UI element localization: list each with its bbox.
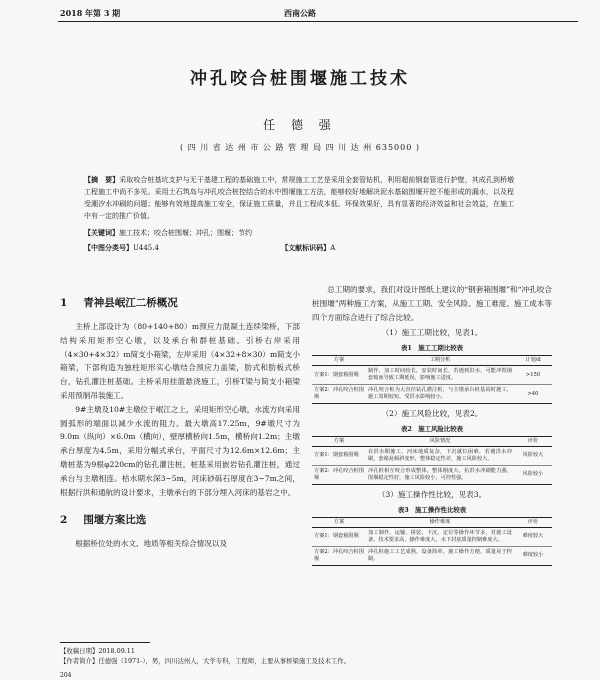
received-date: 【收稿日期】2018.09.11 bbox=[60, 647, 135, 655]
left-column bbox=[60, 282, 300, 551]
table-header-cell: 工期分析 bbox=[366, 356, 514, 366]
table-header-cell: 评价 bbox=[514, 517, 552, 527]
table-cell: 方案1：钢套箱围堰 bbox=[312, 366, 366, 385]
table-header-cell: 操作难度 bbox=[366, 517, 514, 527]
journal-name: 西南公路 bbox=[284, 8, 316, 18]
section-heading-2 bbox=[60, 513, 300, 527]
article-author: 任 德 强 bbox=[263, 118, 337, 132]
paragraph: 9#主墩及10#主墩位于岷江之上，采用矩形空心墩，水流方向采用圆弧形的端面以减少水流的阻力。最大墩高17.25m，9#墩尺寸为9.0m（纵向）×6.0m（横向），壁厚横桥向1.5m，横桥向1.2m；主墩承台厚度为4.5m，采用分幅式承台，平面尺寸为12.6m×12.6m；主墩桩基为9根φ220cm的钻孔灌注桩，桩基采用嵌岩钻孔灌注桩，通过承台与主墩相连。枯水期水深3~5m，河床砂砾石厚度在3~7m之间，根据行洪和通航的设计要求，主墩承台的下部分埋入河床的基岩之中。 bbox=[60, 404, 300, 497]
abstract bbox=[84, 174, 514, 222]
table-3 bbox=[312, 517, 552, 566]
table-header-cell: 风险情况 bbox=[366, 436, 514, 446]
abstract-label: 【摘 要】 bbox=[84, 175, 120, 184]
paragraph: 总工期的要求，我们对设计图纸上建议的“钢套箱围堰”和“冲孔咬合桩围堰”两种施工方案，从施工工期、安全风险、施工难度、施工成本等四个方面综合进行了综合比较。 bbox=[312, 285, 552, 322]
table-cell: 制作、加工时间较长，安装时间长，若遇到洪水，可能冲毁钢套箱而导致工期延误，影响施工进度。 bbox=[366, 366, 514, 385]
author-bio: 【作者简介】任德强（1971-），男，四川达州人，大学专科，工程师，主要从事桥梁施工及技术工作。 bbox=[60, 657, 351, 665]
table-cell: 难度较大 bbox=[514, 527, 552, 546]
section-heading-1 bbox=[60, 296, 300, 310]
table-cell: 方案2：冲孔咬合桩围堰 bbox=[312, 546, 366, 565]
table-row bbox=[312, 366, 552, 385]
issue-label: 2018 年第 3 期 bbox=[60, 8, 121, 18]
section-title: 青神县岷江二桥概况 bbox=[83, 297, 178, 309]
abstract-text: 采取咬合桩基坑支护与无干基建工程的基础施工中，常规施工工艺是采用全套管钻机，利用超前钢套管进行护壁，其成孔到桥墩工程施工中尚不多见。采用土石筑岛与冲孔咬合桩控结合的水中围堰施工方法，能够较好地解决泥水基础围堰开挖不能形成的漏水，以及程受潮汐水冲刷的问题；能够有效地提高施工安全，保证施工质量，并且工程成本低、环保效果好，具有显著的经济效益和社会效益，在施工中有一定的推广价值。 bbox=[84, 176, 514, 220]
table-3-title: 表3 施工操作性比较表 bbox=[397, 505, 467, 514]
page-number: 204 bbox=[60, 672, 72, 679]
table-row bbox=[312, 546, 552, 565]
table-cell: 方案2：冲孔咬合桩围堰 bbox=[312, 465, 366, 484]
clc-label: 【中图分类号】 bbox=[84, 243, 133, 252]
doc-label: 【文献标识码】 bbox=[281, 243, 331, 252]
header-rule bbox=[58, 21, 578, 22]
table-cell: 方案1：钢套箱围堰 bbox=[312, 446, 366, 465]
table-cell: 冲孔桩相互咬合形成整体，整体刚度大，抗洪水冲刷能力强，围堰稳定性好，施工风险较小，可控性强。 bbox=[366, 465, 514, 484]
table-cell: 冲孔咬合桩为大直径钻孔灌注桩，与主墩承台桩基同时施工，施工周期较短，受洪水影响较小。 bbox=[366, 385, 514, 404]
table-cell: 方案2：冲孔咬合桩围堰 bbox=[312, 385, 366, 404]
table-header-cell: 方案 bbox=[312, 517, 366, 527]
table-1 bbox=[312, 355, 552, 404]
clc-value: U445.4 bbox=[133, 244, 159, 252]
doc-code bbox=[281, 243, 335, 253]
clc-code bbox=[84, 243, 159, 253]
table-row bbox=[312, 527, 552, 546]
section-title: 围堰方案比选 bbox=[83, 514, 147, 527]
keywords bbox=[84, 227, 514, 239]
table-header-row bbox=[312, 356, 552, 366]
section-number: 2 bbox=[60, 514, 68, 527]
table-2-title: 表2 施工风险比较表 bbox=[401, 424, 463, 433]
table-cell: 难度较小 bbox=[514, 546, 552, 565]
article-title: 冲孔咬合桩围堰施工技术 bbox=[190, 69, 410, 89]
table-header-row bbox=[312, 436, 552, 446]
table-row bbox=[312, 446, 552, 465]
table-header-cell: 方案 bbox=[312, 356, 366, 366]
author-affiliation: ( 四 川 省 达 州 市 公 路 管 理 局 四 川 达 州 635000 ) bbox=[179, 143, 420, 152]
table-2 bbox=[312, 436, 552, 485]
footnotes bbox=[60, 646, 560, 666]
keywords-text: 施工技术；咬合桩围堰；冲孔；围堰；节约 bbox=[119, 229, 252, 237]
subheading-schedule: （1）施工工期比较，见表1。 bbox=[381, 328, 483, 338]
table-row bbox=[312, 385, 552, 404]
table-cell: >150 bbox=[514, 366, 552, 385]
keywords-label: 【关键词】 bbox=[84, 228, 119, 237]
classification-line bbox=[84, 243, 514, 253]
table-cell: 加工制作、运输、拼装、下沉、定位等操作环节多，对施工设备、技术要求高，操作难度大，水下封底质量控制难度大。 bbox=[366, 527, 514, 546]
table-header-cell: 评价 bbox=[514, 436, 552, 446]
subheading-operability: （3）施工操作性比较，见表3。 bbox=[377, 489, 487, 499]
table-cell: >40 bbox=[514, 385, 552, 404]
table-cell: 风险较小 bbox=[514, 465, 552, 484]
right-column bbox=[312, 283, 552, 569]
table-cell: 方案1：钢套箱围堰 bbox=[312, 527, 366, 546]
table-row bbox=[312, 465, 552, 484]
doc-value: A bbox=[330, 244, 336, 252]
table-header-cell: 方案 bbox=[312, 436, 366, 446]
table-1-title: 表1 施工工期比较表 bbox=[401, 344, 463, 353]
table-cell: 冲孔桩施工工艺成熟，设备简单，施工操作方便，质量易于控制。 bbox=[366, 546, 514, 565]
subheading-risk: （2）施工风险比较，见表2。 bbox=[381, 409, 483, 419]
table-header-cell: 计划/d bbox=[514, 356, 552, 366]
table-header-row bbox=[312, 517, 552, 527]
table-cell: 在洪水期施工，河床地质复杂，下沉就位困难，若遇洪水冲刷，套箱易倾斜变形，整体稳定性差，施工风险较大。 bbox=[366, 446, 514, 465]
footnote-rule bbox=[60, 642, 150, 643]
paragraph: 主桥上部设计为（80+140+80）m预应力混凝土连续梁桥，下部结构采用矩形空心墩，以及承台和群桩基础。引桥右岸采用（4×30+4×32）m简支小箱梁，左岸采用（4×32+8×30）m简支小箱梁，下部构造为独柱矩形实心墩结合预应力盖梁，肋式和肋板式桥台，钻孔灌注桩基础。主桥采用挂篮悬浇施工，引桥T梁与简支小箱梁采用预制吊装施工。 bbox=[60, 322, 300, 400]
section-number: 1 bbox=[60, 297, 68, 309]
paragraph: 根据桥位处的水文、地质等相关综合情况以及 bbox=[75, 539, 228, 549]
table-cell: 风险较大 bbox=[514, 446, 552, 465]
